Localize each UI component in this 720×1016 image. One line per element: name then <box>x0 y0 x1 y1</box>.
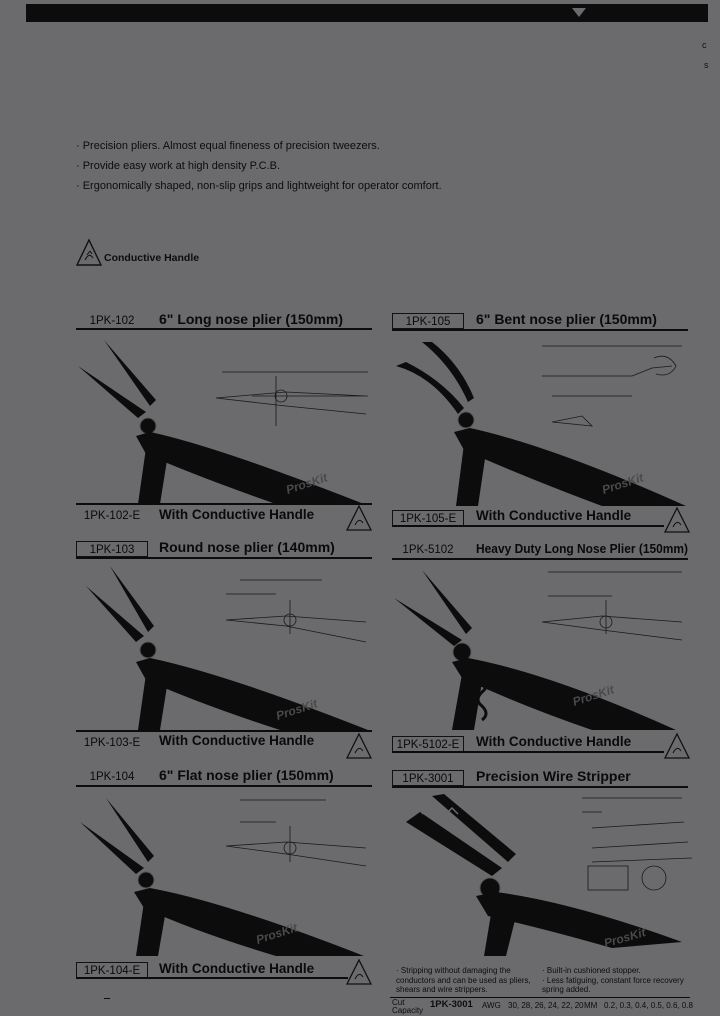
header-notch <box>572 8 586 17</box>
product-code: 1PK-5102 <box>402 544 454 556</box>
esd-warning-icon <box>664 732 690 760</box>
edge-mark: s <box>704 60 709 70</box>
product-title: Precision Wire Stripper <box>476 768 631 784</box>
product-title: 6" Long nose plier (150mm) <box>159 311 344 327</box>
brand-logo: ProsKit <box>274 696 320 723</box>
header-bar <box>26 4 708 22</box>
intro-bullet: · Provide easy work at high density P.C.B. <box>76 160 281 172</box>
product-title: Round nose plier (140mm) <box>159 539 335 555</box>
plier-illustration <box>76 564 376 734</box>
plier-illustration <box>392 566 692 734</box>
brand-logo: ProsKit <box>600 470 646 497</box>
product-esd-code: 1PK-104-E <box>76 962 148 978</box>
stripper-illustration <box>392 792 692 956</box>
brand-logo: ProsKit <box>254 920 300 947</box>
title-underline <box>76 557 372 559</box>
plier-illustration <box>76 792 376 960</box>
intro-bullet: · Precision pliers. Almost equal fineness of precision tweezers. <box>76 140 380 152</box>
tick-mark <box>104 998 110 999</box>
title-underline <box>76 328 372 330</box>
title-underline <box>392 558 688 560</box>
table-model: 1PK-3001 <box>430 999 473 1010</box>
title-underline <box>392 751 664 753</box>
esd-label: With Conductive Handle <box>159 507 315 522</box>
table-awg-values: 30, 28, 26, 24, 22, 20 <box>508 1001 584 1010</box>
table-mm-values: 0.2, 0.3, 0.4, 0.5, 0.6, 0.8 <box>604 1001 693 1010</box>
table-awg-label: AWG <box>482 1001 501 1010</box>
legend-label: Conductive Handle <box>104 252 200 264</box>
esd-label: With Conductive Handle <box>476 508 632 523</box>
esd-warning-icon <box>346 504 372 532</box>
plier-illustration <box>76 336 376 508</box>
title-underline <box>76 977 348 979</box>
product-esd-code: 1PK-5102-E <box>392 736 464 752</box>
stripper-note: · Stripping without damaging the conductors and can be used as pliers, shears and wire strippers. <box>396 966 531 994</box>
table-cut-label: Cut <box>392 998 405 1007</box>
table-mm-label: MM <box>584 1001 598 1010</box>
plier-illustration <box>392 336 692 508</box>
intro-bullet: · Ergonomically shaped, non-slip grips and lightweight for operator comfort. <box>76 180 442 192</box>
brand-logo: ProsKit <box>602 925 648 951</box>
product-esd-code: 1PK-102-E <box>83 510 141 522</box>
brand-logo: ProsKit <box>570 682 616 709</box>
esd-warning-icon <box>76 238 102 268</box>
esd-warning-icon <box>346 732 372 760</box>
edge-mark: c <box>702 40 707 50</box>
esd-label: With Conductive Handle <box>159 733 315 748</box>
product-code: 1PK-3001 <box>392 770 464 786</box>
product-title: Heavy Duty Long Nose Plier (150mm) <box>476 541 689 556</box>
stripper-note: · Built-in cushioned stopper. · Less fatiguing, constant force recovery spring added. <box>542 966 684 994</box>
esd-label: With Conductive Handle <box>159 961 315 976</box>
title-underline <box>392 329 688 331</box>
product-code: 1PK-105 <box>392 313 464 329</box>
product-code: 1PK-103 <box>76 541 148 557</box>
product-esd-code: 1PK-103-E <box>83 737 141 749</box>
esd-warning-icon <box>664 506 690 534</box>
product-title: 6" Bent nose plier (150mm) <box>476 311 657 327</box>
product-code: 1PK-104 <box>89 771 135 783</box>
product-code: 1PK-102 <box>89 315 135 327</box>
title-underline <box>76 730 372 732</box>
table-capacity-label: Capacity <box>392 1006 424 1015</box>
table-rule <box>390 997 690 998</box>
product-esd-code: 1PK-105-E <box>392 510 464 526</box>
product-title: 6" Flat nose plier (150mm) <box>159 767 334 783</box>
title-underline <box>76 503 372 505</box>
esd-label: With Conductive Handle <box>476 734 632 749</box>
title-underline <box>392 786 688 788</box>
title-underline <box>76 785 372 787</box>
title-underline <box>392 525 664 527</box>
brand-logo: ProsKit <box>284 470 330 497</box>
esd-warning-icon <box>346 958 372 986</box>
